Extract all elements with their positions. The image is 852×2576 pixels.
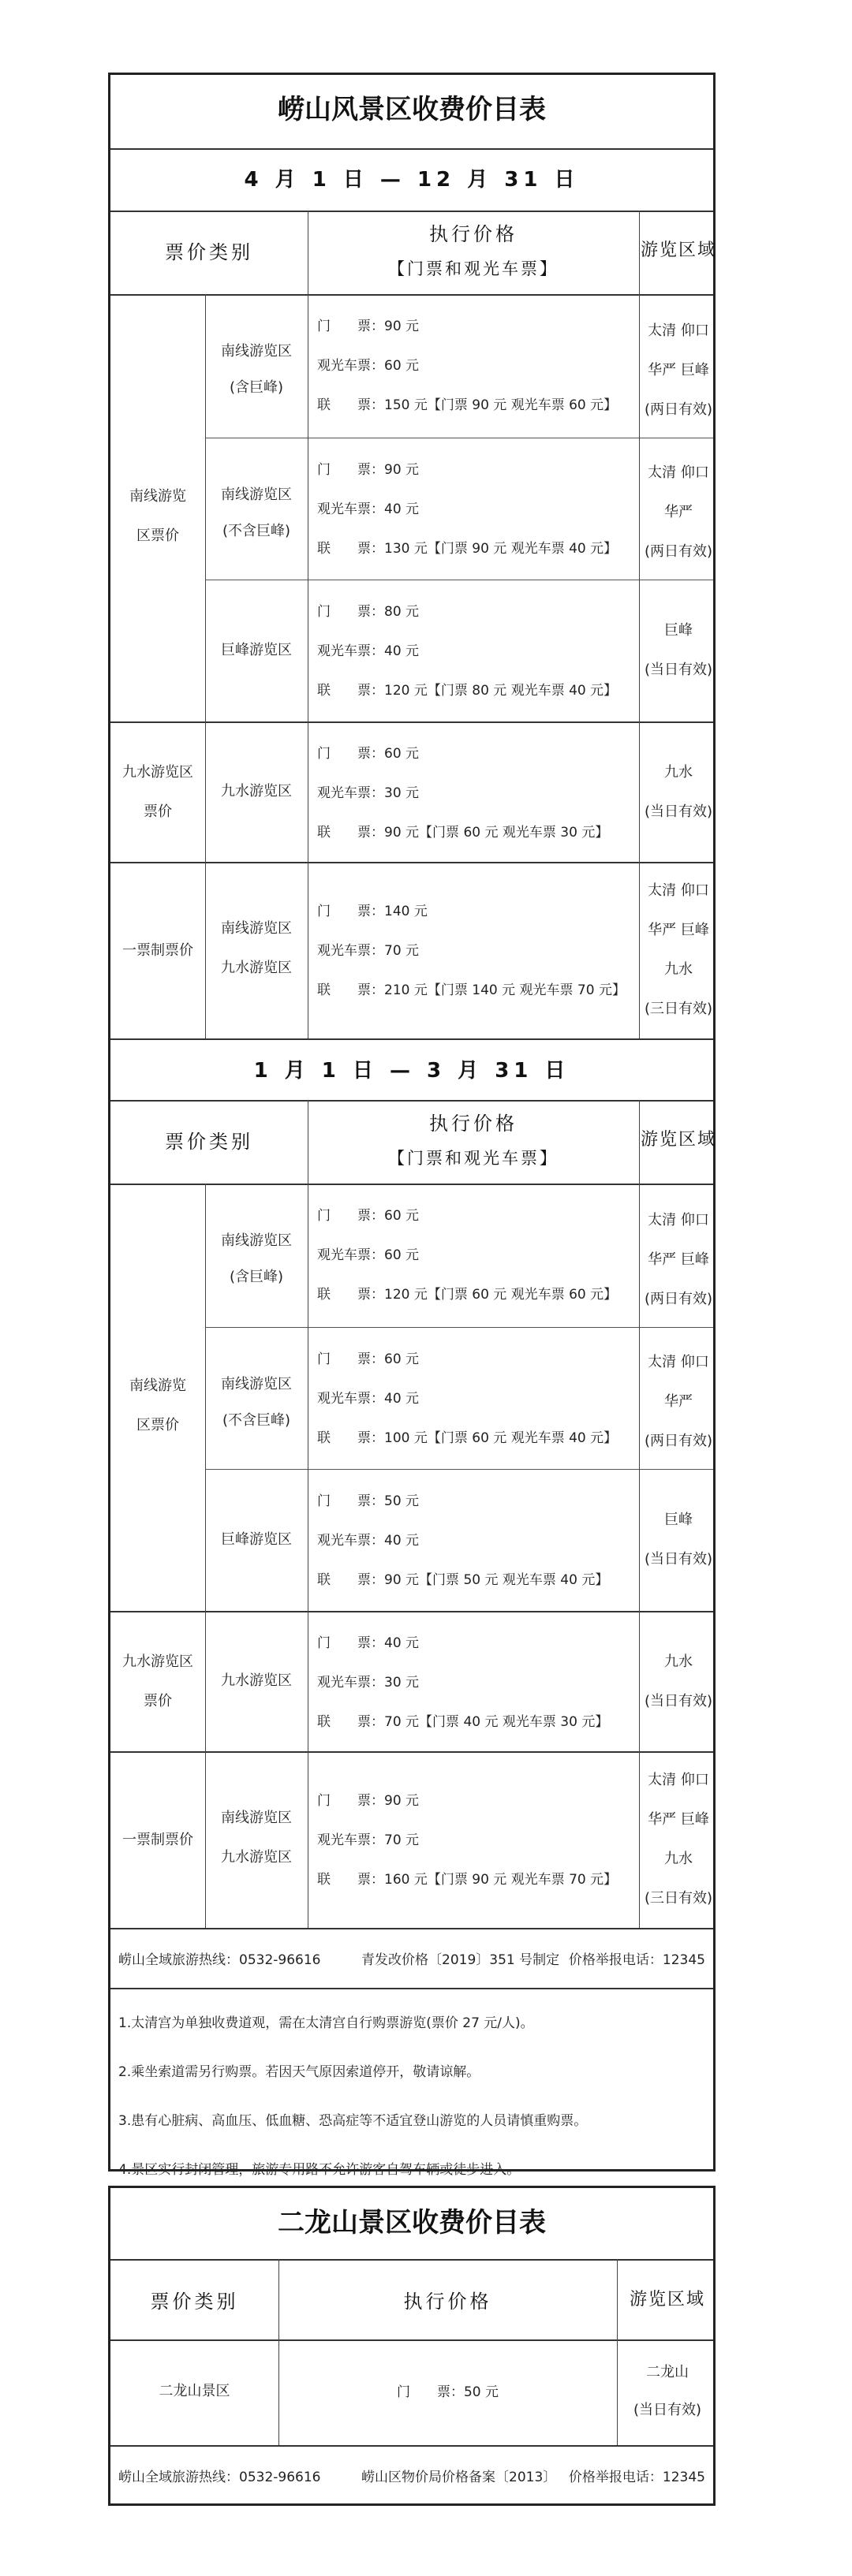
south-group-label: 南线游览区票价 (129, 488, 186, 544)
zone-cell: 巨峰 (当日有效) (644, 622, 713, 678)
footer-report: 价格举报电话：12345 (568, 2470, 705, 2485)
price-cell: 门 票：90 元 观光车票：40 元 联 票：130 元【门票 90 元 观光车票 40 元】 (317, 462, 618, 557)
south-group-label: 南线游览区票价 (129, 1377, 186, 1433)
header-category: 票价类别 (165, 241, 253, 263)
area-cell: 南线游览区 (不含巨峰) (221, 1376, 292, 1429)
jiushui-group-label: 九水游览区 票价 (122, 764, 193, 820)
area-cell: 南线游览区 (含巨峰) (221, 343, 292, 396)
area-cell: 九水游览区 (221, 1672, 292, 1689)
zone-cell: 太清 仰口 华严 (两日有效) (644, 464, 713, 560)
footer-hotline: 崂山全域旅游热线：0532-96616 (118, 2470, 321, 2485)
zone-cell: 九水 (当日有效) (644, 1653, 713, 1709)
header-category: 票价类别 (150, 2291, 239, 2313)
erlong-title: 二龙山景区收费价目表 (278, 2207, 546, 2239)
header-price-sub: 【门票和观光车票】 (388, 1149, 559, 1168)
jiushui-group-label: 九水游览区 票价 (122, 1653, 193, 1709)
header-price-sub: 【门票和观光车票】 (388, 259, 559, 278)
period-2-title: 1 月 1 日 — 3 月 31 日 (253, 1059, 570, 1083)
area-cell: 二龙山景区 (159, 2383, 230, 2399)
note-4: 4.景区实行封闭管理，旅游专用路不允许游客自驾车辆或徒步进入。 (118, 2162, 521, 2178)
area-cell: 南线游览区 (含巨峰) (221, 1232, 292, 1285)
zone-cell: 太清 仰口 华严 巨峰 (两日有效) (644, 322, 713, 418)
header-zone: 游览区域 (640, 1130, 716, 1150)
note-1: 1.太清宫为单独收费道观，需在太清宫自行购票游览(票价 27 元/人)。 (118, 2015, 534, 2031)
price-cell: 门 票：60 元 观光车票：30 元 联 票：90 元【门票 60 元 观光车票 30 元】 (317, 746, 609, 841)
erlong-price-sheet (108, 2186, 716, 2506)
area-cell: 巨峰游览区 (221, 642, 292, 658)
zone-cell: 太清 仰口 华严 巨峰 九水 (三日有效) (644, 1772, 713, 1907)
price-cell: 门 票：140 元 观光车票：70 元 联 票：210 元【门票 140 元 观光车票 70 元】 (317, 904, 626, 998)
zone-cell: 九水 (当日有效) (644, 764, 713, 820)
price-cell: 门 票：50 元 观光车票：40 元 联 票：90 元【门票 50 元 观光车票 40 元】 (317, 1493, 609, 1588)
header-price: 执行价格 (429, 223, 518, 245)
price-cell: 门 票：50 元 (396, 2384, 499, 2400)
zone-cell: 巨峰 (当日有效) (644, 1512, 713, 1568)
footer-hotline: 崂山全域旅游热线：0532-96616 (118, 1952, 321, 1968)
period-1-title: 4 月 1 日 — 12 月 31 日 (244, 168, 580, 192)
area-cell: 九水游览区 (221, 783, 292, 800)
zone-cell: 太清 仰口 华严 (两日有效) (644, 1354, 713, 1449)
price-cell: 门 票：60 元 观光车票：40 元 联 票：100 元【门票 60 元 观光车票 40 元】 (317, 1351, 618, 1446)
zone-cell: 太清 仰口 华严 巨峰 (两日有效) (644, 1212, 713, 1307)
note-3: 3.患有心脏病、高血压、低血糖、恐高症等不适宜登山游览的人员请慎重购票。 (118, 2113, 588, 2129)
price-cell: 门 票：90 元 观光车票：60 元 联 票：150 元【门票 90 元 观光车票 60 元】 (317, 319, 618, 413)
area-cell: 南线游览区 九水游览区 (221, 920, 292, 976)
area-cell: 南线游览区 (不含巨峰) (221, 486, 292, 539)
area-cell: 巨峰游览区 (221, 1531, 292, 1548)
header-price: 执行价格 (403, 2291, 492, 2313)
footer-doc: 崂山区物价局价格备案〔2013〕 (361, 2470, 557, 2485)
price-cell: 门 票：80 元 观光车票：40 元 联 票：120 元【门票 80 元 观光车票 40 元】 (317, 604, 618, 699)
laoshan-title: 崂山风景区收费价目表 (278, 94, 546, 125)
header-category: 票价类别 (165, 1131, 253, 1153)
header-zone: 游览区域 (640, 240, 716, 260)
header-price: 执行价格 (429, 1113, 518, 1135)
price-cell: 门 票：60 元 观光车票：60 元 联 票：120 元【门票 60 元 观光车票 60 元】 (317, 1208, 618, 1303)
footer-doc: 青发改价格〔2019〕351 号制定 (361, 1952, 560, 1968)
area-cell: 南线游览区 九水游览区 (221, 1810, 292, 1866)
single-group-label: 一票制票价 (122, 1832, 193, 1848)
footer-report: 价格举报电话：12345 (568, 1952, 705, 1968)
header-zone: 游览区域 (629, 2290, 705, 2309)
zone-cell: 太清 仰口 华严 巨峰 九水 (三日有效) (644, 882, 713, 1017)
price-cell: 门 票：40 元 观光车票：30 元 联 票：70 元【门票 40 元 观光车票 30 元】 (317, 1635, 609, 1730)
single-group-label: 一票制票价 (122, 942, 193, 959)
laoshan-price-sheet (108, 73, 716, 2178)
zone-cell: 二龙山 (当日有效) (633, 2364, 702, 2418)
note-2: 2.乘坐索道需另行购票。若因天气原因索道停开，敬请谅解。 (118, 2064, 480, 2080)
price-cell: 门 票：90 元 观光车票：70 元 联 票：160 元【门票 90 元 观光车票 70 元】 (317, 1793, 618, 1888)
